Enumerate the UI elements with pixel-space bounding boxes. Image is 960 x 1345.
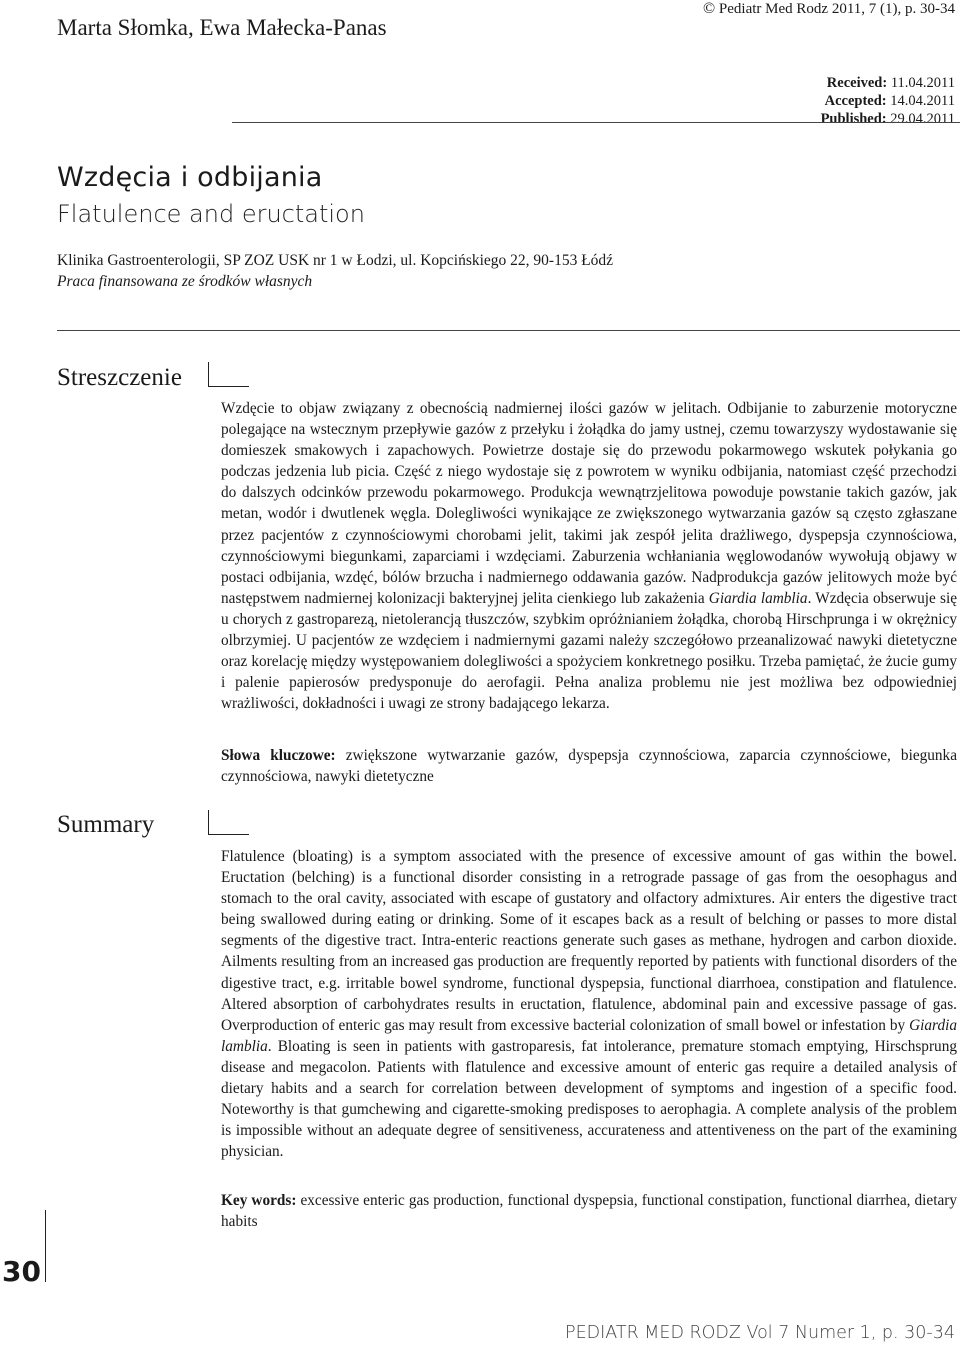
page-number: 30 bbox=[2, 1255, 41, 1288]
keywords-english-label: Key words: bbox=[221, 1192, 297, 1209]
accepted-date bbox=[821, 92, 955, 110]
section-divider bbox=[57, 330, 960, 331]
header-divider bbox=[232, 122, 960, 123]
abstract-english bbox=[221, 846, 957, 1162]
published-label: Published: bbox=[820, 111, 887, 127]
funding-note: Praca finansowana ze środków własnych bbox=[57, 273, 313, 290]
published-date bbox=[821, 110, 955, 128]
abstract-polish-part1: Wzdęcie to objaw związany z obecnością nadmiernej ilości gazów w jelitach. Odbijanie to zaburzenie motoryczne polegające na wstecznym przepływie gazów z przełyku i żołądka do jamy ustnej, czemu towarzyszy wydostawanie się domieszek smakowych i zapachowych. Powietrze dostaje się do przewodu pokarmowego wskutek połykania go podczas jedzenia lub picia. Część z niego wydostaje się z powrotem w wyniku odbijania, natomiast część przechodzi do dalszych odcinków przewodu pokarmowego. Produkcja wewnątrzjelitowa powoduje powstanie takich gazów, jak metan, wodór i dwutlenek węgla. Dolegliwości wynikające ze zwiększonego wytwarzania gazów są często zgłaszane przez pacjentów z czynnościowymi chorobami jelit, takimi jak zespół jelita drażliwego, dyspepsja czynnościowa, czynnościowymi biegunkami, zaparciami i wzdęciami. Zaburzenia wchłaniania węglowodanów wywołują objawy w postaci odbijania, wzdęć, bólów brzucha i nadmiernego oddawania gazów. Nadprodukcja gazów jelitowych może być następstwem nadmiernej kolonizacji bakteryjnej jelita cienkiego lub zakażenia bbox=[221, 400, 957, 607]
summary-bracket-horizontal bbox=[208, 834, 249, 835]
abstract-polish bbox=[221, 398, 957, 714]
article-title-english: Flatulence and eructation bbox=[57, 200, 365, 228]
keywords-polish-list: zwiększone wytwarzanie gazów, dyspepsja czynnościowa, zaparcia czynnościowe, biegunka czynnościowa, nawyki dietetyczne bbox=[221, 747, 957, 786]
keywords-polish bbox=[221, 745, 957, 787]
keywords-english-list: excessive enteric gas production, functional dyspepsia, functional constipation, functional diarrhea, dietary habits bbox=[221, 1192, 957, 1231]
keywords-polish-label: Słowa kluczowe: bbox=[221, 747, 336, 764]
journal-footer: PEDIATR MED RODZ Vol 7 Numer 1, p. 30-34 bbox=[565, 1323, 955, 1343]
summary-bracket-vertical bbox=[208, 810, 209, 835]
received-date bbox=[821, 74, 955, 92]
article-title-polish: Wzdęcia i odbijania bbox=[57, 162, 323, 193]
received-value: 11.04.2011 bbox=[890, 75, 955, 91]
summary-heading: Summary bbox=[57, 811, 155, 838]
article-dates bbox=[821, 74, 955, 128]
received-label: Received: bbox=[826, 75, 888, 91]
keywords-english bbox=[221, 1190, 957, 1232]
abstract-polish-part2: . Wzdęcia obserwuje się u chorych z gastroparezą, nietolerancją tłuszczów, szybkim opróżnianiem żołądka, chorobą Hirschprunga i w okrężnicy olbrzymiej. U pacjentów ze wzdęciem i nadmiernymi gazami należy szczegółowo przeanalizować nawyki dietetyczne oraz korelację między występowaniem dolegliwości a spożyciem konkretnego posiłku. Trzeba pamiętać, że żucie gumy i palenie papierosów predysponuje do aerofagii. Pełna analiza problemu nie jest możliwa bez odpowiedniej wrażliwości, dokładności i uwagi ze strony badającego lekarza. bbox=[221, 589, 957, 713]
streszczenie-heading: Streszczenie bbox=[57, 364, 182, 391]
affiliation: Klinika Gastroenterologii, SP ZOZ USK nr 1 w Łodzi, ul. Kopcińskiego 22, 90-153 Łódź bbox=[57, 252, 614, 269]
abstract-english-part1: Flatulence (bloating) is a symptom associated with the presence of excessive amount of gas within the bowel. Eructation (belching) is a functional disorder consisting in a retrograde passage of gas from the oesophagus and stomach to the oral cavity, associated with escape of gustatory and olfactory admixtures. Air enters the digestive tract being swallowed during eating or drinking. Some of it escapes back as a result of belching or passes to more distal segments of the digestive tract. Intra-enteric reactions generate such gases as methane, hydrogen and carbon dioxide. Ailments resulting from an increased gas production are frequently reported by patients with functional disorders of the digestive tract, e.g. irritable bowel syndrome, functional dyspepsia, functional diarrhoea, constipation and flatulence. Altered absorption of carbohydrates results in eructation, flatulence, abdominal pain and excessive passage of gas. Overproduction of enteric gas may result from excessive bacterial colonization of small bowel or infestation by bbox=[221, 848, 957, 1034]
citation-text: Pediatr Med Rodz 2011, 7 (1), p. 30-34 bbox=[718, 1, 955, 17]
authors: Marta Słomka, Ewa Małecka-Panas bbox=[57, 15, 387, 40]
page-number-bracket bbox=[45, 1210, 46, 1282]
published-value: 29.04.2011 bbox=[890, 111, 955, 127]
abstract-polish-species: Giardia lamblia bbox=[708, 589, 808, 607]
citation-header bbox=[703, 0, 955, 18]
streszczenie-bracket-vertical bbox=[208, 362, 209, 387]
abstract-english-species: Giardia lamblia bbox=[221, 1016, 957, 1055]
accepted-value: 14.04.2011 bbox=[890, 93, 955, 109]
accepted-label: Accepted: bbox=[824, 93, 887, 109]
copyright-icon: © bbox=[703, 0, 716, 17]
streszczenie-bracket-horizontal bbox=[208, 386, 249, 387]
abstract-english-part2: . Bloating is seen in patients with gastroparesis, fat intolerance, premature stomach emptying, Hirschsprung disease and megacolon. Patients with flatulence and excessive amount of enteric gas require a detailed analysis of dietary habits and a search for correlation between development of symptoms and ingestion of a specific food. Noteworthy is that gumchewing and cigarette-smoking predisposes to aerophagia. A complete analysis of the problem is impossible without an adequate degree of sensitiveness, accurateness and attentiveness on the part of the examining physician. bbox=[221, 1037, 957, 1161]
